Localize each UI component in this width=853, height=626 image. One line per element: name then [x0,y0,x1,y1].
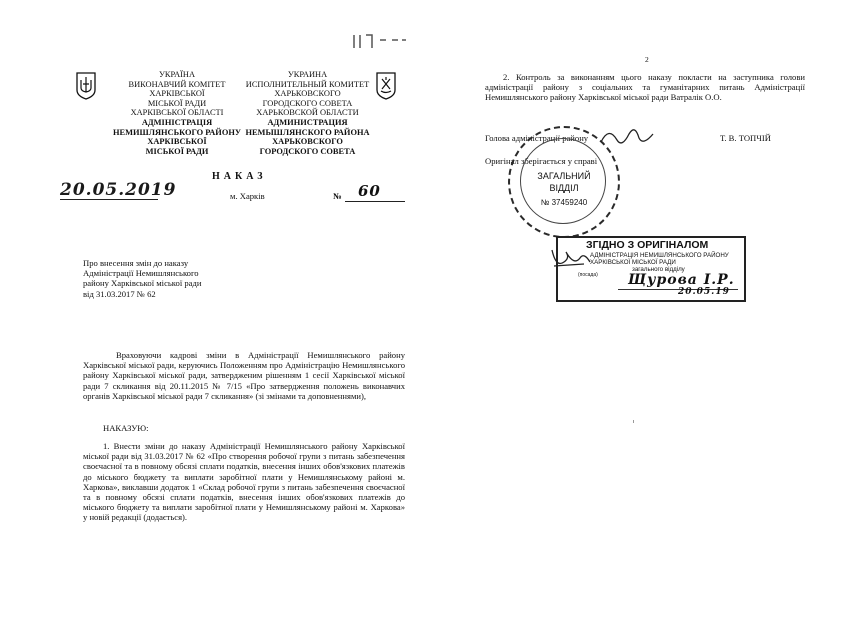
number-underline [345,201,405,202]
header-ua-line: ВИКОНАВЧИЙ КОМІТЕТ [128,79,226,89]
copy-stamp-line: ХАРКІВСЬКОЇ МІСЬКОЇ РАДИ [590,259,676,266]
scan-artifact [350,32,410,50]
preamble-paragraph: Враховуючи кадрові зміни в Адміністрації Немишлянського району Харківської міської ради, керуючись Положенням про Адміністрацію Немишлянського району Харківської міської ради, затвердженим рішенням 1 сесії Харківської міської ради 7 скликання від 20.11.2015 № 7/15 «Про затвердження положень виконавчих органів Харківської міської ради 7 скликання» (зі змінами та доповненнями), [83,350,405,401]
header-ru-bold-line: ГОРОДСКОГО СОВЕТА [259,146,356,156]
header-ua-line: УКРАЇНА [158,70,196,79]
city-emblem-icon [375,72,397,100]
header-russian [245,70,370,156]
order-word: НАКАЗУЮ: [103,423,149,433]
header-ua-bold-line: ХАРКІВСЬКОЇ [147,137,207,147]
round-stamp-line-3: № 37459240 [540,198,588,207]
copy-stamp-small-label: (посада) [578,272,598,278]
signer-name: Т. В. ТОПЧІЙ [720,133,771,143]
header-ukrainian [112,70,242,156]
signature-label: Голова адміністрації району [485,133,589,143]
header-ua-bold-line: НЕМИШЛЯНСЬКОГО РАЙОНУ [113,127,241,137]
subject-line: Адміністрації Немишлянського [83,268,199,279]
header-ru-bold-line: ХАРЬКОВСКОГО [272,137,343,147]
city-label: м. Харків [230,191,265,201]
copy-stamp-line: загального відділу [632,266,685,273]
item-1-paragraph: 1. Внести зміни до наказу Адміністрації Немишлянського району Харківської міської ради від 31.03.2017 № 62 «Про створення робочої групи з питань забезпечення своєчасної та в повному обсязі сплати податків, внесення інших обов'язкових платежів до міського бюджету та виплати заробітної плати у Немишлянському районі м. Харкова», виклавши додаток 1 «Склад робочої групи з питань забезпечення своєчасної та в повному обсязі сплати податків, внесення інших обов'язкових платежів до міського бюджету та виплати заробітної плати у Немишлянському районі м. Харкова» у новій редакції (додається). [83,441,405,523]
header-ua-bold-line: АДМІНІСТРАЦІЯ [141,117,213,127]
header-ru-bold-line: НЕМЫШЛЯНСКОГО РАЙОНА [245,127,370,137]
handwritten-date: 20.05.2019 [60,180,177,200]
handwritten-stamp-date: 20.05.19 [678,287,730,297]
header-ua-bold-line: МІСЬКОЇ РАДИ [145,146,209,156]
date-underline [60,199,158,200]
header-ru-line: ХАРЬКОВСКОЙ ОБЛАСТИ [256,108,359,118]
header-ua-line: ХАРКІВСЬКОЇ ОБЛАСТІ [130,108,224,118]
subject-block [83,258,273,299]
number-label: № [333,191,342,201]
coat-of-arms-icon [75,72,97,100]
original-note: Оригінал зберігається у справі [485,156,598,166]
doc-type-title: НАКАЗ [212,171,267,182]
round-stamp-line-2: ВІДДІЛ [549,183,579,193]
scan-speck [633,420,634,423]
header-ru-line: ХАРЬКОВСКОГО [274,89,341,99]
header-ru-line: УКРАИНА [287,70,328,79]
header-ua-line: МІСЬКОЇ РАДИ [147,98,207,108]
subject-line: району Харківської міської ради [83,278,202,289]
subject-line: Про внесення змін до наказу [83,258,189,268]
copy-stamp-title: ЗГІДНО З ОРИГІНАЛОМ [586,239,709,251]
header-ru-bold-line: АДМИНИСТРАЦИЯ [267,117,348,127]
header-ru-line: ГОРОДСКОГО СОВЕТА [262,98,353,108]
item-2-paragraph: 2. Контроль за виконанням цього наказу покласти на заступника голови адміністрації району з соціальних та гуманітарних питань Адміністрації Немишлянського району Харківської міської ради Ватралік О.О. [485,72,805,103]
copy-stamp-line: АДМІНІСТРАЦІЯ НЕМИШЛЯНСЬКОГО РАЙОНУ [590,252,729,259]
handwritten-number: 60 [358,182,381,200]
header-ua-line: ХАРКІВСЬКОЇ [149,89,205,99]
copy-signature [548,244,592,272]
header-ru-line: ИСПОЛНИТЕЛЬНЫЙ КОМИТЕТ [245,79,370,89]
round-stamp-line-1: ЗАГАЛЬНИЙ [537,171,591,181]
round-stamp-inner-ring [520,138,606,224]
page-number: 2 [645,55,649,64]
subject-line: від 31.03.2017 № 62 [83,288,156,299]
handwritten-name: Щурова І.Р. [628,272,735,288]
head-signature [598,124,658,148]
